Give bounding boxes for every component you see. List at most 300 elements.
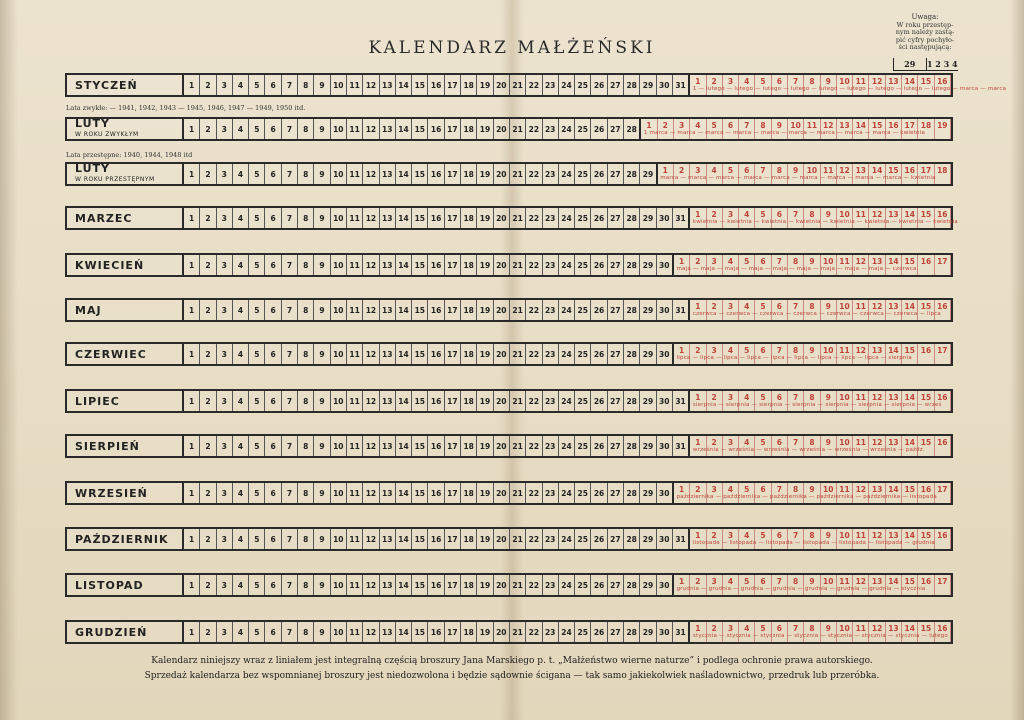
month-row [65,253,953,277]
day-cell: 22 [526,164,542,184]
day-cell: 1 [184,483,200,503]
day-cells [184,622,951,642]
next-month-day-cell: 15 [918,75,934,95]
next-month-day-cell: 7 [772,575,788,595]
day-cell: 17 [445,391,461,411]
day-cell: 21 [510,436,526,456]
day-cell: 26 [591,208,607,228]
day-cell: 3 [217,164,233,184]
next-month-labels: lipca — lipca — lipca — lipca — lipca — lipca — lipca — lipca — lipca — sierpnia [676,355,912,361]
day-cell: 22 [526,75,542,95]
next-month-day-cell: 10 [837,622,853,642]
next-month-day-cell: 2 [690,483,706,503]
day-cell: 5 [249,300,265,320]
day-cell: 27 [608,75,624,95]
day-cell: 25 [575,436,591,456]
month-name [67,391,184,411]
day-cell: 13 [380,391,396,411]
day-cell: 29 [640,300,656,320]
day-cell: 26 [591,255,607,275]
day-cell: 3 [217,300,233,320]
next-month-day-cell: 9 [821,208,837,228]
day-cells [184,344,951,364]
next-month-day-cell: 12 [869,391,885,411]
next-month-day-cell: 12 [869,208,885,228]
day-cell: 18 [461,75,477,95]
day-cell: 7 [282,575,298,595]
next-month-day-cell: 15 [918,391,934,411]
day-cell: 25 [575,344,591,364]
day-cell: 30 [657,300,673,320]
next-month-day-cell: 1 [690,75,706,95]
day-cell: 24 [559,436,575,456]
next-month-labels: maja — maja — maja — maja — maja — maja — maja — maja — maja — czerwca [676,266,917,272]
day-cell: 18 [461,483,477,503]
day-cell: 17 [445,119,461,139]
month-name [67,344,184,364]
month-row [65,434,953,458]
day-cell: 1 [184,344,200,364]
day-cell: 16 [428,483,444,503]
day-cell: 7 [282,208,298,228]
day-cell: 10 [331,344,347,364]
next-month-day-cell: 5 [755,391,771,411]
month-name [67,622,184,642]
next-month-labels: 1 — lutego — lutego — lutego — lutego — lutego — lutego — lutego — lutego — lutego — marca — marca [692,86,1007,92]
next-month-day-cell: 5 [739,575,755,595]
next-month-day-cell: 3 [707,575,723,595]
next-month-day-cell: 7 [755,164,771,184]
next-month-day-cell: 5 [739,255,755,275]
next-month-day-cell: 7 [788,300,804,320]
next-month-day-cell: 14 [886,483,902,503]
day-cell: 28 [624,119,641,139]
next-month-day-cell: 17 [935,575,951,595]
day-cell: 3 [217,391,233,411]
next-month-day-cell: 14 [886,344,902,364]
day-cell: 29 [640,436,656,456]
day-cell: 10 [331,622,347,642]
day-cell: 1 [184,300,200,320]
day-cell: 22 [526,436,542,456]
next-month-day-cell: 10 [804,164,820,184]
month-row [65,573,953,597]
day-cell: 2 [200,164,216,184]
day-cell: 16 [428,75,444,95]
day-cell: 23 [543,208,559,228]
day-cell: 28 [624,483,640,503]
day-cell: 14 [396,483,412,503]
day-cell: 20 [494,391,510,411]
day-cell: 8 [298,344,314,364]
next-month-day-cell: 15 [918,300,934,320]
day-cell: 4 [233,529,249,549]
day-cell: 18 [461,391,477,411]
next-month-day-cell: 5 [755,436,771,456]
next-month-day-cell: 12 [869,436,885,456]
next-month-day-cell: 16 [935,300,951,320]
next-month-day-cell: 17 [935,344,951,364]
next-month-day-cell: 7 [772,255,788,275]
next-month-day-cell: 10 [837,436,853,456]
day-cells [184,391,951,411]
next-month-day-cell: 1 [674,483,690,503]
next-month-day-cell: 8 [804,208,820,228]
day-cell: 1 [184,622,200,642]
next-month-day-cell: 6 [772,622,788,642]
day-cell: 6 [265,622,281,642]
day-cell: 28 [624,208,640,228]
next-month-day-cell: 5 [755,622,771,642]
day-cell: 13 [380,483,396,503]
next-month-day-cell: 8 [772,164,788,184]
day-cell: 9 [314,622,330,642]
next-month-day-cell: 3 [723,436,739,456]
month-subtitle: W ROKU PRZESTĘPNYM [75,175,155,183]
day-cell: 26 [591,391,607,411]
month-name [67,116,184,139]
day-cell: 20 [494,622,510,642]
day-cell: 14 [396,344,412,364]
day-cell: 21 [510,300,526,320]
day-cell: 17 [445,529,461,549]
day-cell: 18 [461,575,477,595]
day-cell: 1 [184,164,200,184]
day-cell: 19 [477,344,493,364]
day-cell: 4 [233,483,249,503]
next-month-day-cell: 17 [918,164,934,184]
day-cell: 31 [673,300,690,320]
next-month-labels: września — września — września — września — września — września — paźdz. [692,447,925,453]
next-month-day-cell: 15 [918,622,934,642]
next-month-day-cell: 3 [723,622,739,642]
next-month-day-cell: 11 [853,391,869,411]
day-cell: 25 [575,622,591,642]
day-cell: 18 [461,119,477,139]
day-cell: 22 [526,119,542,139]
day-cell: 15 [412,483,428,503]
next-month-day-cell: 16 [918,344,934,364]
day-cell: 30 [657,344,674,364]
day-cell: 25 [575,75,591,95]
day-cell: 20 [494,164,510,184]
day-cell: 11 [347,391,363,411]
next-month-day-cell: 4 [739,436,755,456]
day-cell: 11 [347,483,363,503]
day-cell: 5 [249,436,265,456]
day-cell: 29 [640,483,656,503]
day-cell: 8 [298,75,314,95]
next-month-day-cell: 10 [821,255,837,275]
day-cell: 17 [445,575,461,595]
day-cell: 13 [380,300,396,320]
day-cell: 14 [396,208,412,228]
day-cell: 4 [233,119,249,139]
uwaga-line: ści następującą: [898,43,952,51]
next-month-day-cell: 8 [804,300,820,320]
next-month-day-cell: 1 [690,622,706,642]
day-cell: 16 [428,436,444,456]
next-month-day-cell: 14 [886,575,902,595]
next-month-day-cell: 14 [869,164,885,184]
day-cell: 1 [184,119,200,139]
day-cell: 20 [494,344,510,364]
uwaga-line: nym należy zastą- [895,28,955,36]
day-cells [184,529,951,549]
day-cell: 27 [608,255,624,275]
day-cell: 7 [282,622,298,642]
day-cell: 12 [363,391,379,411]
day-cell: 13 [380,75,396,95]
next-month-day-cell: 3 [723,391,739,411]
uwaga-line: pić cyfry pochyło- [895,35,955,44]
next-month-day-cell: 9 [772,119,788,139]
day-cell: 18 [461,622,477,642]
day-cell: 30 [657,622,673,642]
day-cell: 21 [510,529,526,549]
next-month-day-cell: 9 [821,622,837,642]
day-cell: 16 [428,255,444,275]
month-name-text: LUTY [75,161,111,175]
day-cell: 15 [412,436,428,456]
month-name-text: MARZEC [75,211,133,225]
month-name-text: LUTY [75,116,111,130]
day-cell: 13 [380,255,396,275]
day-cell: 24 [559,622,575,642]
month-row [65,206,958,230]
day-cell: 27 [608,208,624,228]
day-cell: 10 [331,164,347,184]
day-cell: 21 [510,575,526,595]
day-cell: 2 [200,300,216,320]
day-cell: 24 [559,300,575,320]
month-name-text: KWIECIEŃ [75,258,145,272]
day-cell: 27 [608,622,624,642]
day-cell: 11 [347,436,363,456]
day-cell: 22 [526,344,542,364]
next-month-day-cell: 9 [788,164,804,184]
next-month-labels: marca — marca — marca — marca — marca — marca — marca — marca — marca — kwietnia [660,175,936,181]
day-cells [184,483,951,503]
next-month-day-cell: 16 [918,255,934,275]
next-month-day-cell: 13 [869,575,885,595]
day-cell: 30 [657,575,674,595]
day-cell: 17 [445,255,461,275]
day-cell: 4 [233,391,249,411]
day-cell: 5 [249,575,265,595]
day-cell: 10 [331,255,347,275]
next-month-day-cell: 11 [853,75,869,95]
day-cell: 7 [282,529,298,549]
day-cell: 26 [591,164,607,184]
next-month-day-cell: 18 [918,119,934,139]
day-cell: 27 [608,164,624,184]
day-cell: 31 [673,391,690,411]
next-month-day-cell: 3 [723,208,739,228]
next-month-day-cell: 15 [902,483,918,503]
month-name [67,529,184,549]
day-cell: 14 [396,391,412,411]
page-edge-left [0,0,18,720]
day-cell: 12 [363,575,379,595]
next-month-day-cell: 8 [804,436,820,456]
day-cell: 27 [608,529,624,549]
day-cell: 22 [526,391,542,411]
next-month-day-cell: 2 [707,436,723,456]
next-month-day-cell: 2 [690,255,706,275]
day-cell: 17 [445,436,461,456]
next-month-day-cell: 10 [821,575,837,595]
day-cell: 17 [445,344,461,364]
day-cell: 4 [233,436,249,456]
month-name-text: SIERPIEŃ [75,439,140,453]
day-cell: 21 [510,344,526,364]
next-month-labels: listopada — listopada — listopada — listopada — listopada — listopada — grudnia [692,540,935,546]
day-cell: 2 [200,208,216,228]
day-cell: 17 [445,300,461,320]
next-month-day-cell: 7 [788,391,804,411]
next-month-day-cell: 15 [886,164,902,184]
day-cell: 19 [477,255,493,275]
day-cell: 13 [380,164,396,184]
next-month-day-cell: 9 [804,344,820,364]
next-month-day-cell: 4 [739,529,755,549]
day-cell: 11 [347,575,363,595]
day-cell: 14 [396,255,412,275]
day-cell: 15 [412,529,428,549]
day-cell: 6 [265,255,281,275]
next-month-day-cell: 9 [804,483,820,503]
month-name-text: LIPIEC [75,394,120,408]
day-cell: 10 [331,483,347,503]
day-cell: 20 [494,300,510,320]
day-cell: 28 [624,75,640,95]
day-cell: 29 [640,622,656,642]
next-month-day-cell: 12 [869,75,885,95]
next-month-day-cell: 16 [935,529,951,549]
day-cell: 25 [575,575,591,595]
next-month-day-cell: 12 [837,164,853,184]
day-cell: 13 [380,622,396,642]
month-row [65,298,953,322]
day-cell: 3 [217,208,233,228]
day-cell: 30 [657,208,673,228]
day-cell: 5 [249,208,265,228]
next-month-day-cell: 2 [658,119,674,139]
next-month-day-cell: 1 [674,344,690,364]
next-month-day-cell: 7 [788,529,804,549]
day-cells [184,75,1007,95]
day-cell: 3 [217,119,233,139]
next-month-day-cell: 2 [690,344,706,364]
next-month-day-cell: 12 [869,529,885,549]
day-cell: 15 [412,622,428,642]
next-month-day-cell: 15 [918,208,934,228]
day-cell: 5 [249,119,265,139]
next-month-day-cell: 5 [723,164,739,184]
day-cell: 28 [624,622,640,642]
day-cell: 21 [510,391,526,411]
day-cell: 12 [363,622,379,642]
day-cell: 23 [543,344,559,364]
next-month-day-cell: 14 [886,255,902,275]
day-cell: 8 [298,483,314,503]
month-name-text: LISTOPAD [75,578,144,592]
uwaga-line: W roku przestęp- [896,20,954,29]
next-month-day-cell: 2 [690,575,706,595]
day-cell: 19 [477,622,493,642]
day-cell: 12 [363,529,379,549]
next-month-day-cell: 18 [935,164,951,184]
day-cell: 30 [657,255,674,275]
month-name [67,161,184,184]
day-cell: 11 [347,255,363,275]
day-cell: 6 [265,208,281,228]
next-month-day-cell: 3 [690,164,706,184]
day-cell: 31 [673,75,690,95]
day-cell: 29 [640,255,656,275]
day-cell: 7 [282,344,298,364]
next-month-day-cell: 6 [772,529,788,549]
day-cell: 12 [363,300,379,320]
next-month-day-cell: 12 [853,255,869,275]
day-cell: 5 [249,391,265,411]
day-cell: 14 [396,119,412,139]
month-row [65,162,953,186]
day-cell: 1 [184,436,200,456]
day-cell: 7 [282,436,298,456]
next-month-day-cell: 4 [739,391,755,411]
day-cell: 26 [591,300,607,320]
day-cell: 6 [265,483,281,503]
day-cell: 27 [608,391,624,411]
next-month-day-cell: 6 [723,119,739,139]
next-month-day-cell: 13 [869,483,885,503]
month-name-text: GRUDZIEŃ [75,625,148,639]
day-cell: 18 [461,164,477,184]
next-month-day-cell: 4 [739,622,755,642]
day-cell: 20 [494,119,510,139]
day-cell: 24 [559,483,575,503]
next-month-day-cell: 3 [674,119,690,139]
day-cell: 15 [412,164,428,184]
day-cell: 2 [200,119,216,139]
day-cell: 4 [233,344,249,364]
day-cell: 31 [673,208,690,228]
day-cell: 29 [640,391,656,411]
day-cell: 5 [249,622,265,642]
day-cell: 18 [461,436,477,456]
next-month-day-cell: 6 [755,483,771,503]
day-cell: 16 [428,208,444,228]
next-month-day-cell: 11 [837,483,853,503]
day-cell: 4 [233,622,249,642]
day-cell: 23 [543,119,559,139]
next-month-day-cell: 7 [788,75,804,95]
next-month-day-cell: 16 [918,483,934,503]
day-cells [184,300,951,320]
day-cell: 4 [233,208,249,228]
day-cell: 9 [314,208,330,228]
day-cell: 8 [298,164,314,184]
day-cell: 29 [640,75,656,95]
day-cell: 9 [314,300,330,320]
day-cell: 11 [347,529,363,549]
day-cell: 22 [526,300,542,320]
uwaga-line: Uwaga: [911,13,939,21]
next-month-day-cell: 3 [707,344,723,364]
next-month-day-cell: 4 [723,344,739,364]
